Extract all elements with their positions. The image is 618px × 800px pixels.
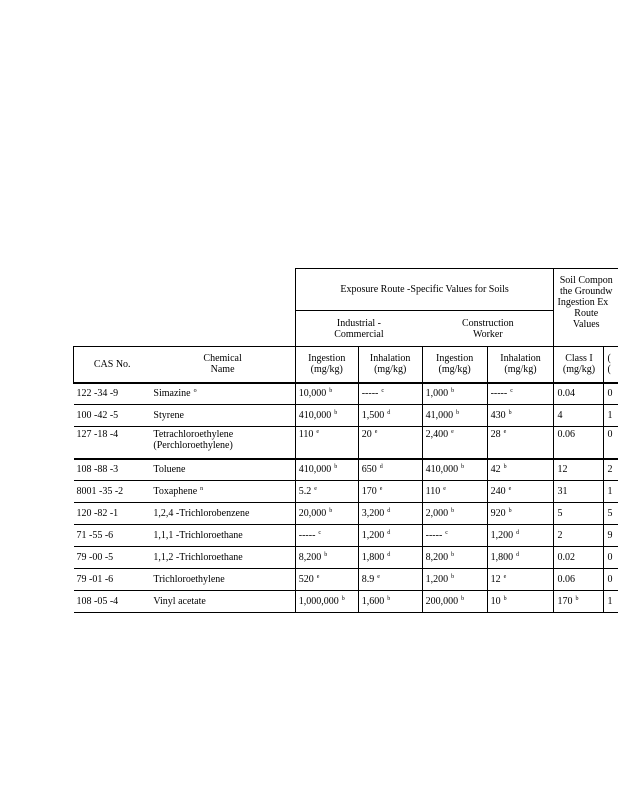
clipped-cell: 9 xyxy=(604,525,618,547)
value-cell: 1,600 $^b$ xyxy=(358,591,422,613)
clipped-cell: 5 xyxy=(604,503,618,525)
value-cell: 0.02 xyxy=(554,547,604,569)
table-row xyxy=(74,481,618,503)
class-i-header: Class I (mg/kg) xyxy=(554,347,604,383)
value-cell: 240 $^e$ xyxy=(487,481,554,503)
value-cell: 410,000 $^b$ xyxy=(295,459,358,481)
value-cell: 1,200 $^d$ xyxy=(487,525,554,547)
value-cell: ----- $^c$ xyxy=(358,383,422,405)
value-cell: 31 xyxy=(554,481,604,503)
value-cell: 1,800 $^d$ xyxy=(358,547,422,569)
value-cell: ----- $^c$ xyxy=(422,525,487,547)
table-row xyxy=(74,405,618,427)
value-cell: 1,800 $^d$ xyxy=(487,547,554,569)
table-row xyxy=(74,569,618,591)
clipped-cell: 2 xyxy=(604,459,618,481)
clipped-cell: 1 xyxy=(604,481,618,503)
cas-cell: 127 -18 -4 xyxy=(74,427,151,459)
value-cell: 1,000 $^b$ xyxy=(422,383,487,405)
cas-cell: 108 -05 -4 xyxy=(74,591,151,613)
value-cell: 12 $^e$ xyxy=(487,569,554,591)
cas-cell: 120 -82 -1 xyxy=(74,503,151,525)
value-cell: ----- $^c$ xyxy=(295,525,358,547)
ingestion-ic-header: Ingestion (mg/kg) xyxy=(295,347,358,383)
value-cell: 2,000 $^b$ xyxy=(422,503,487,525)
value-cell: 410,000 $^b$ xyxy=(422,459,487,481)
cas-cell: 108 -88 -3 xyxy=(74,459,151,481)
cas-cell: 122 -34 -9 xyxy=(74,383,151,405)
value-cell: 8.9 $^e$ xyxy=(358,569,422,591)
value-cell: 410,000 $^b$ xyxy=(295,405,358,427)
chemical-name-cell: Simazine $^o$ xyxy=(150,383,295,405)
cas-cell: 8001 -35 -2 xyxy=(74,481,151,503)
table-row xyxy=(74,591,618,613)
value-cell: 5.2 $^e$ xyxy=(295,481,358,503)
class-ii-header-clipped: ( ( xyxy=(604,347,618,383)
value-cell: 12 xyxy=(554,459,604,481)
table-row xyxy=(74,427,618,459)
chemical-name-cell: Vinyl acetate xyxy=(150,591,295,613)
value-cell: 20,000 $^b$ xyxy=(295,503,358,525)
clipped-cell: 1 xyxy=(604,405,618,427)
value-cell: 20 $^e$ xyxy=(358,427,422,459)
value-cell: 1,200 $^d$ xyxy=(358,525,422,547)
table-row xyxy=(74,459,618,481)
value-cell: 1,000,000 $^b$ xyxy=(295,591,358,613)
value-cell: 170 $^e$ xyxy=(358,481,422,503)
chemical-name-cell: Styrene xyxy=(150,405,295,427)
value-cell: 5 xyxy=(554,503,604,525)
value-cell: ----- $^c$ xyxy=(487,383,554,405)
value-cell: 170 $^b$ xyxy=(554,591,604,613)
value-cell: 4 xyxy=(554,405,604,427)
value-cell: 2,400 $^e$ xyxy=(422,427,487,459)
value-cell: 1,200 $^b$ xyxy=(422,569,487,591)
value-cell: 650 $^d$ xyxy=(358,459,422,481)
cas-cell: 71 -55 -6 xyxy=(74,525,151,547)
cas-cell: 79 -01 -6 xyxy=(74,569,151,591)
value-cell: 2 xyxy=(554,525,604,547)
chemical-name-cell: 1,1,1 -Trichloroethane xyxy=(150,525,295,547)
chemical-name-cell: 1,1,2 -Trichloroethane xyxy=(150,547,295,569)
value-cell: 10 $^b$ xyxy=(487,591,554,613)
value-cell: 0.04 xyxy=(554,383,604,405)
table-row xyxy=(74,547,618,569)
clipped-cell: 0 xyxy=(604,547,618,569)
construction-worker-header: Construction Worker xyxy=(461,317,514,340)
value-cell: 110 $^e$ xyxy=(422,481,487,503)
cas-header: CAS No. xyxy=(74,347,151,383)
table-row xyxy=(74,383,618,405)
soil-component-header: Soil Compon the Groundw Ingestion Ex Route Values xyxy=(554,269,618,347)
cas-cell: 100 -42 -5 xyxy=(74,405,151,427)
clipped-cell: 0 xyxy=(604,383,618,405)
inhalation-cw-header: Inhalation (mg/kg) xyxy=(487,347,554,383)
value-cell: 28 $^e$ xyxy=(487,427,554,459)
value-cell: 41,000 $^b$ xyxy=(422,405,487,427)
table-row xyxy=(74,503,618,525)
chemical-name-cell: Trichloroethylene xyxy=(150,569,295,591)
value-cell: 920 $^b$ xyxy=(487,503,554,525)
industrial-commercial-header: Industrial - Commercial xyxy=(295,311,422,347)
chemical-name-cell: 1,2,4 -Trichlorobenzene xyxy=(150,503,295,525)
value-cell: 3,200 $^d$ xyxy=(358,503,422,525)
inhalation-ic-header: Inhalation (mg/kg) xyxy=(358,347,422,383)
chemical-name-cell: Toluene xyxy=(150,459,295,481)
chemical-name-cell: Tetrachloroethylene (Perchloroethylene) xyxy=(150,427,295,459)
chemical-name-cell: Toxaphene $^n$ xyxy=(150,481,295,503)
soil-values-table xyxy=(73,268,618,613)
value-cell: 0.06 xyxy=(554,427,604,459)
ingestion-cw-header: Ingestion (mg/kg) xyxy=(422,347,487,383)
value-cell: 8,200 $^b$ xyxy=(295,547,358,569)
value-cell: 110 $^e$ xyxy=(295,427,358,459)
value-cell: 200,000 $^b$ xyxy=(422,591,487,613)
exposure-route-header: Exposure Route -Specific Values for Soils xyxy=(295,269,554,311)
value-cell: 1,500 $^d$ xyxy=(358,405,422,427)
value-cell: 430 $^b$ xyxy=(487,405,554,427)
value-cell: 42 $^b$ xyxy=(487,459,554,481)
value-cell: 8,200 $^b$ xyxy=(422,547,487,569)
value-cell: 10,000 $^b$ xyxy=(295,383,358,405)
value-cell: 520 $^e$ xyxy=(295,569,358,591)
value-cell: 0.06 xyxy=(554,569,604,591)
table-row xyxy=(74,525,618,547)
clipped-cell: 0 xyxy=(604,427,618,459)
chemical-name-header: Chemical Name xyxy=(150,347,295,383)
cas-cell: 79 -00 -5 xyxy=(74,547,151,569)
clipped-cell: 0 xyxy=(604,569,618,591)
clipped-cell: 1 xyxy=(604,591,618,613)
